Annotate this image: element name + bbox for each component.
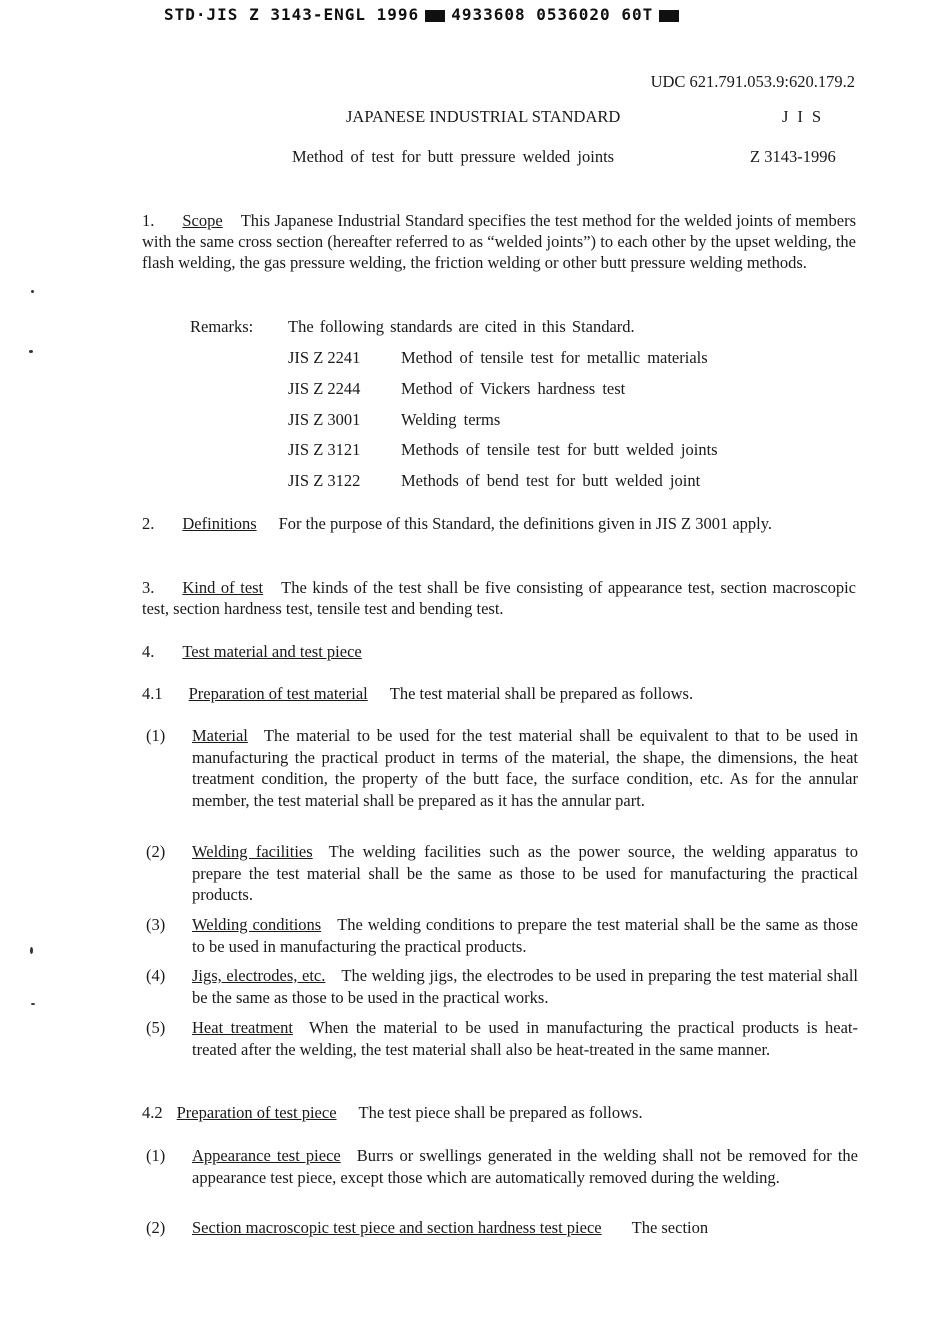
item-heading: Appearance test piece <box>192 1146 341 1165</box>
section-heading: Preparation of test material <box>188 684 368 703</box>
standard-title: Methods of tensile test for butt welded joints <box>401 440 718 459</box>
standard-title: Method of tensile test for metallic materials <box>401 348 708 367</box>
standard-title: Method of Vickers hardness test <box>401 379 626 398</box>
section-text: The test material shall be prepared as follows. <box>389 684 694 703</box>
standard-code: JIS Z 3001 <box>288 410 361 429</box>
item-number: (2) <box>146 842 166 861</box>
section-number: 1. <box>142 211 155 230</box>
item-number: (2) <box>146 1218 166 1237</box>
jis-mark: JIS <box>782 107 831 126</box>
section-definitions <box>142 513 856 534</box>
section-kind-of-test <box>142 577 856 619</box>
list-item <box>142 965 858 1008</box>
item-text: The welding conditions to prepare the test material shall be the same as those to be used in manufacturing the practical products. <box>192 915 858 956</box>
section-number: 3. <box>142 578 155 597</box>
section-text: The kinds of the test shall be five consisting of appearance test, section macroscopic test, section hardness test, tensile test and bending test. <box>142 578 856 618</box>
list-item <box>142 1145 858 1188</box>
standard-title: Welding terms <box>401 410 501 429</box>
item-number: (5) <box>146 1018 166 1037</box>
section-number: 4.1 <box>142 684 163 703</box>
section-test-material <box>142 641 856 662</box>
item-heading: Welding conditions <box>192 915 322 934</box>
item-text: The material to be used for the test material shall be equivalent to that to be used in manufacturing the practical product in terms of the material, the shape, the dimensions, the heat treatment condition, the property of the butt face, the surface condition, etc. As for the annular member, the test material shall be prepared as it has the annular part. <box>192 726 858 810</box>
item-heading: Section macroscopic test piece and section hardness test piece <box>192 1218 602 1237</box>
section-heading: Scope <box>182 211 223 230</box>
item-text: The section <box>631 1218 709 1237</box>
item-heading: Heat treatment <box>192 1018 293 1037</box>
list-item <box>142 1017 858 1060</box>
subsection-4-2 <box>142 1102 856 1123</box>
standard-code: JIS Z 3121 <box>288 440 361 459</box>
scan-speck <box>31 290 34 293</box>
scan-speck <box>30 947 33 954</box>
section-heading: Preparation of test piece <box>176 1103 337 1122</box>
item-text: Burrs or swellings generated in the welding shall not be removed for the appearance test piece, except those which are automatically removed during the welding. <box>192 1146 858 1187</box>
document-number: Z 3143-1996 <box>750 147 836 166</box>
scan-speck <box>31 1003 35 1005</box>
item-number: (3) <box>146 915 166 934</box>
section-heading: Kind of test <box>182 578 264 597</box>
item-number: (1) <box>146 726 166 745</box>
section-scope <box>142 210 856 273</box>
catalog-code: 4933608 0536020 60T <box>451 5 654 24</box>
list-item <box>142 841 858 906</box>
section-number: 4. <box>142 642 155 661</box>
barcode-block-icon <box>659 10 679 22</box>
section-number: 2. <box>142 514 155 533</box>
list-item <box>142 1217 858 1239</box>
section-heading: Test material and test piece <box>182 642 362 661</box>
item-heading: Material <box>192 726 248 745</box>
list-item <box>142 725 858 811</box>
section-text: This Japanese Industrial Standard specifies the test method for the welded joints of members with the same cross section (hereafter referred to as “welded joints”) to each other by the upset welding, the flash welding, the gas pressure welding, the friction welding or other butt pressure welding methods. <box>142 211 856 272</box>
catalog-header-line <box>164 5 685 24</box>
standard-code: JIS Z 2241 <box>288 348 361 367</box>
item-text: When the material to be used in manufacturing the practical products is heat-treated after the welding, the test material shall also be heat-treated in the same manner. <box>192 1018 858 1059</box>
section-number: 4.2 <box>142 1103 163 1122</box>
standard-title: Methods of bend test for butt welded joint <box>401 471 701 490</box>
udc-number: UDC 621.791.053.9:620.179.2 <box>650 72 855 91</box>
section-text: For the purpose of this Standard, the definitions given in JIS Z 3001 apply. <box>278 514 773 533</box>
remarks-intro: The following standards are cited in this Standard. <box>288 317 635 336</box>
document-title: Method of test for butt pressure welded joints <box>292 147 615 166</box>
scan-speck <box>29 350 33 353</box>
section-text: The test piece shall be prepared as follows. <box>358 1103 643 1122</box>
item-heading: Jigs, electrodes, etc. <box>192 966 326 985</box>
remarks-label: Remarks: <box>190 317 254 336</box>
catalog-line: STD·JIS Z 3143-ENGL 1996 <box>164 5 420 24</box>
item-number: (1) <box>146 1146 166 1165</box>
section-heading: Definitions <box>182 514 257 533</box>
item-heading: Welding facilities <box>192 842 313 861</box>
standard-label: JAPANESE INDUSTRIAL STANDARD <box>346 107 621 126</box>
item-number: (4) <box>146 966 166 985</box>
item-text: The welding facilities such as the power source, the welding apparatus to prepare the test material shall be the same as those to be used for manufacturing the practical products. <box>192 842 858 904</box>
standard-code: JIS Z 2244 <box>288 379 361 398</box>
barcode-block-icon <box>425 10 445 22</box>
item-text: The welding jigs, the electrodes to be used in preparing the test material shall be the same as those to be used in the practical works. <box>192 966 858 1007</box>
standard-code: JIS Z 3122 <box>288 471 361 490</box>
subsection-4-1 <box>142 683 856 704</box>
list-item <box>142 914 858 957</box>
